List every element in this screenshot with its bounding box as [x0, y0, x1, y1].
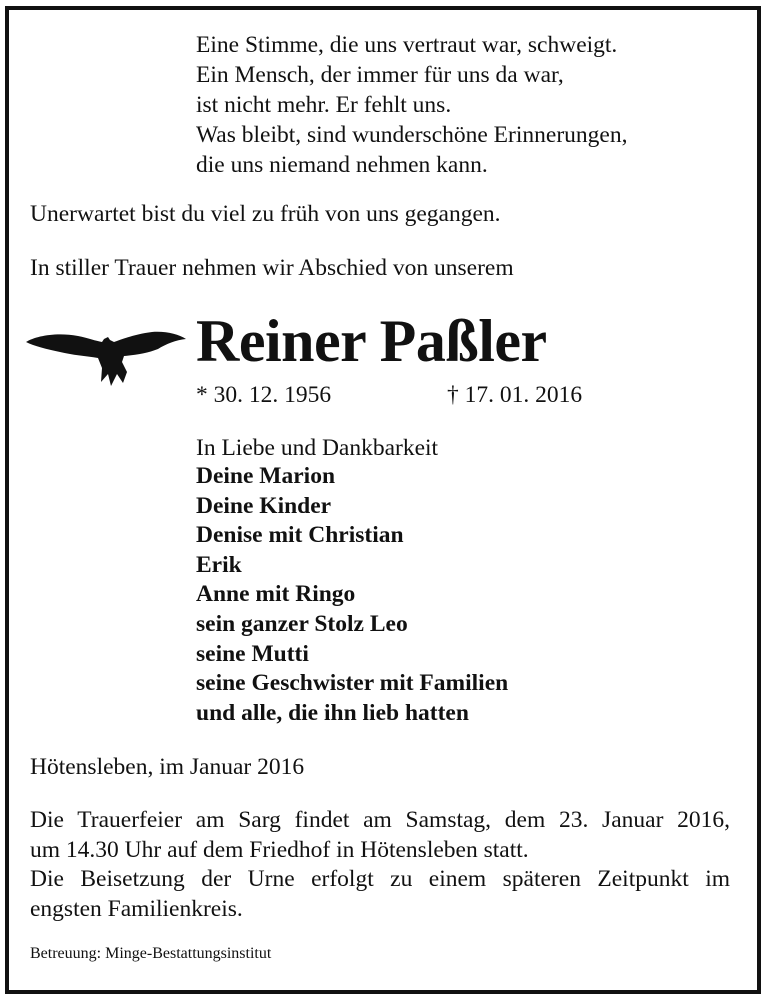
mourner-item: seine Geschwister mit Familien: [196, 670, 509, 697]
poem: [196, 30, 627, 180]
poem-line: Ein Mensch, der immer für uns da war,: [196, 62, 564, 88]
birth-date: * 30. 12. 1956: [196, 382, 332, 408]
mourner-item: Anne mit Ringo: [196, 581, 356, 608]
intro-line-1: Unerwartet bist du viel zu früh von uns gegangen.: [30, 201, 501, 227]
mourner-item: Erik: [196, 551, 242, 578]
love-line: In Liebe und Dankbarkeit: [196, 435, 439, 461]
mourner-item: Deine Kinder: [196, 492, 332, 519]
poem-line: die uns niemand nehmen kann.: [196, 152, 488, 178]
poem-line: Was bleibt, sind wunderschöne Erinnerungen,: [196, 122, 628, 148]
service-line: engsten Familienkreis.: [30, 895, 243, 922]
poem-line: ist nicht mehr. Er fehlt uns.: [196, 92, 452, 118]
service-line: Die Trauerfeier am Sarg findet am Samstag, dem 23. Januar 2016,: [30, 807, 730, 833]
service-info: [30, 806, 730, 924]
funeral-home-credit: Betreuung: Minge-Bestattungsinstitut: [30, 945, 272, 962]
deceased-name: Reiner Paßler: [196, 308, 547, 374]
mourner-item: und alle, die ihn lieb hatten: [196, 699, 469, 726]
death-date: † 17. 01. 2016: [447, 382, 583, 408]
bird-silhouette-icon: [26, 322, 188, 392]
mourner-item: Deine Marion: [196, 463, 336, 489]
intro-line-2: In stiller Trauer nehmen wir Abschied von unserem: [30, 255, 514, 281]
mourner-item: sein ganzer Stolz Leo: [196, 610, 408, 637]
service-line: Die Beisetzung der Urne erfolgt zu einem späteren Zeitpunkt im: [30, 866, 730, 892]
mourner-item: Denise mit Christian: [196, 522, 404, 549]
service-line: um 14.30 Uhr auf dem Friedhof in Hötensleben statt.: [30, 836, 529, 863]
place-date: Hötensleben, im Januar 2016: [30, 754, 305, 780]
mourners-list: [196, 462, 508, 728]
poem-line: Eine Stimme, die uns vertraut war, schweigt.: [196, 32, 618, 58]
mourner-item: seine Mutti: [196, 640, 309, 667]
